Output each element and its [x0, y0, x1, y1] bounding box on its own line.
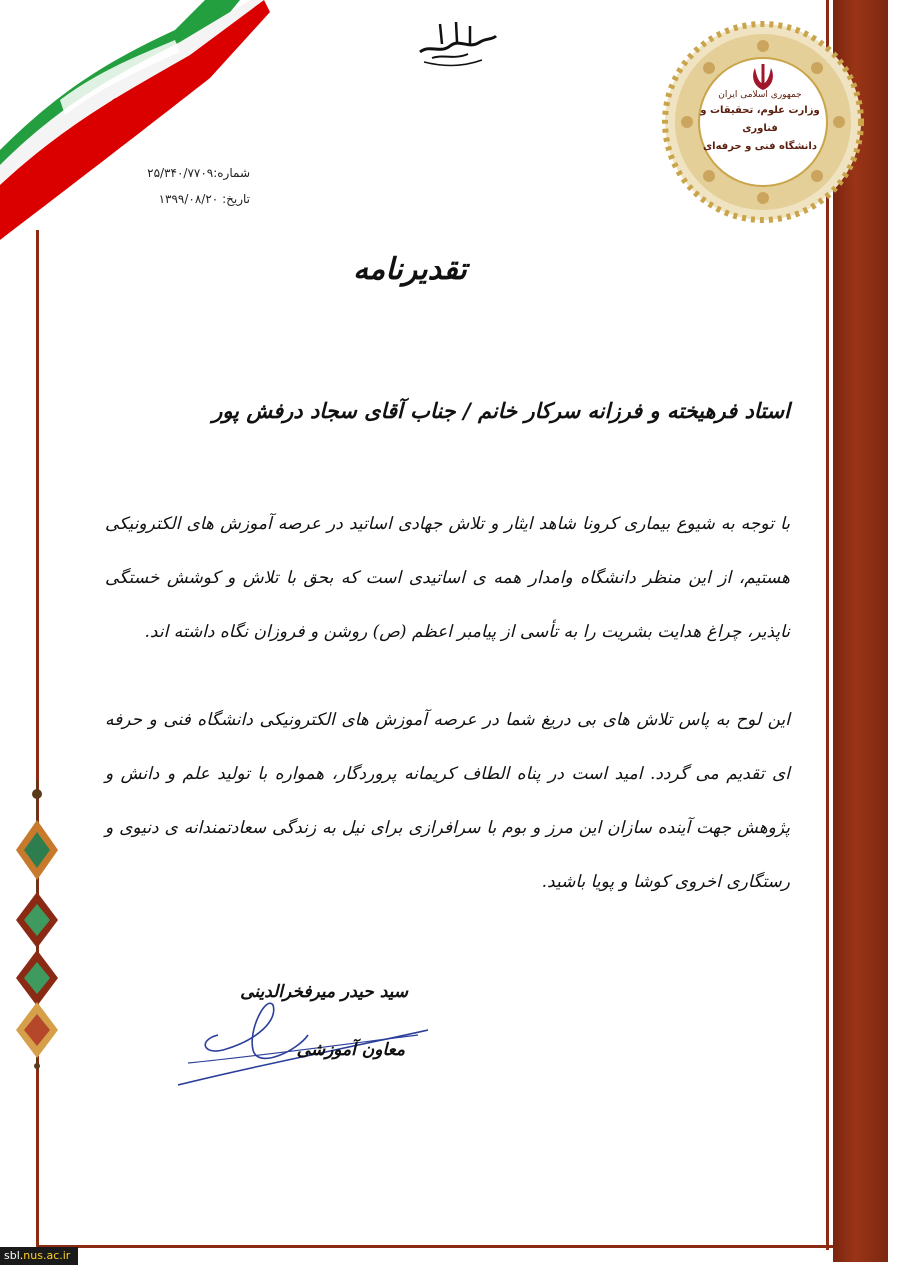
signatory-title: معاون آموزشی [296, 1040, 405, 1060]
recipient-line: استاد فرهیخته و فرزانه سرکار خانم / جناب آقای سجاد درفش پور [212, 398, 790, 423]
ornament-medallion-icon [16, 789, 58, 1069]
body-paragraph-2: این لوح به پاس تلاش های بی دریغ شما در عرصه آموزش های الکترونیکی دانشگاه فنی و حرفه ای تقدیم می گردد. امید است در پناه الطاف کریمانه پروردگار، همواره با تولید علم و دانش و پژوهش جهت آینده سازان این مرز و بوم با سرافرازی برای نیل به زندگی سعادتمندانه ی دنیوی و رستگاری اخروی کوشا و پویا باشید. [105, 710, 790, 892]
reference-number: شماره:۲۵/۳۴۰/۷۷۰۹ [147, 166, 250, 180]
signatory-name: سید حیدر میرفخرالدینی [240, 982, 408, 1002]
bismillah-calligraphy [410, 14, 500, 70]
seal-text [700, 88, 820, 156]
body-paragraph-1: با توجه به شیوع بیماری کرونا شاهد ایثار و تلاش جهادی اساتید در عرصه آموزش های الکترونیکی هستیم، از این منظر دانشگاه وامدار همه ی اساتیدی است که بحق با تلاش و کوشش خستگی ناپذیر، چراغ هدایت بشریت را به تأسی از پیامبر اعظم (ص) روشن و فروزان نگاه داشته اند. [105, 514, 790, 642]
seal-ministry: وزارت علوم، تحقیقات و فناوری [700, 105, 820, 134]
site-watermark: sbl.nus.ac.ir [0, 1247, 78, 1265]
flag-emblem-icon [111, 98, 123, 110]
page-title: تقدیرنامه [353, 252, 467, 287]
decorative-ornament [10, 780, 64, 1070]
reference-box [118, 160, 250, 218]
reference-date: تاریخ: ۱۳۹۹/۰۸/۲۰ [158, 192, 250, 206]
left-border-line [36, 230, 39, 1245]
seal-university: دانشگاه فنی و حرفه‌ای [702, 141, 817, 152]
bottom-border-line [36, 1245, 833, 1248]
seal-country: جمهوری اسلامی ایران [718, 90, 802, 100]
